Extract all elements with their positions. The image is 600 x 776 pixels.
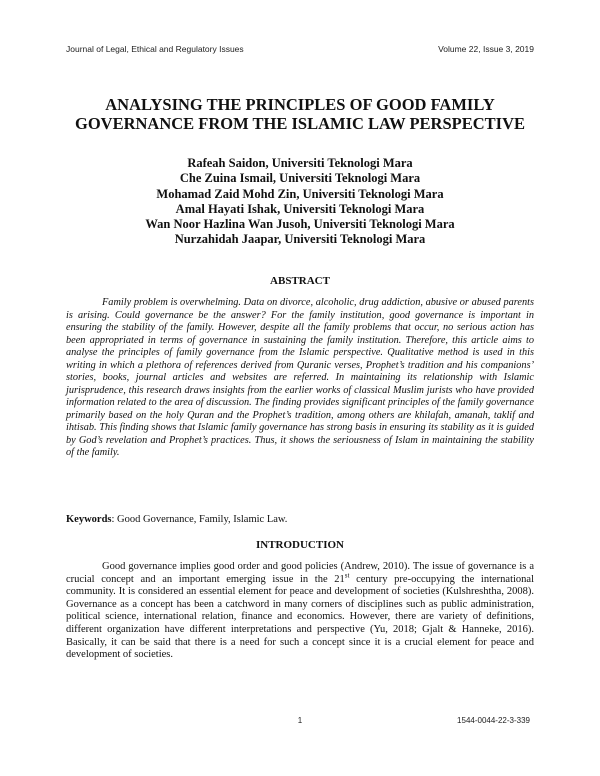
keywords-label: Keywords [66, 514, 112, 525]
author-line: Nurzahidah Jaapar, Universiti Teknologi Mara [174, 232, 426, 247]
intro-text-part1: Good governance implies good order and good policies (Andrew, 2010). The issue of governance is a crucial concept and an important emerging issue in the 21 [66, 561, 534, 585]
author-list [40, 156, 560, 248]
intro-superscript: st [344, 571, 350, 580]
introduction-heading: INTRODUCTION [255, 539, 344, 551]
keywords-separator: : [111, 514, 115, 525]
journal-name: Journal of Legal, Ethical and Regulatory Issues [66, 44, 244, 54]
abstract-heading: ABSTRACT [270, 275, 330, 287]
author-line: Amal Hayati Ishak, Universiti Teknologi Mara [175, 201, 425, 216]
page-number: 1 [297, 716, 303, 725]
article-code: 1544-0044-22-3-339 [457, 716, 530, 725]
author-line: Che Zuina Ismail, Universiti Teknologi Mara [179, 171, 421, 186]
keywords-text: Good Governance, Family, Islamic Law. [114, 514, 288, 525]
keywords-line [66, 514, 534, 525]
volume-issue: Volume 22, Issue 3, 2019 [438, 44, 534, 54]
abstract-text: Family problem is overwhelming. Data on divorce, alcoholic, drug addiction, abusive or abused parents is arising. Could governance be the answer? For the family institution, good governance is important in ensuring the stability of the family. However, despite all the family problems that occur, no serious action has been appropriated in terms of governance in sustaining the family institution. Therefore, this article aims to analyse the principles of family governance from the Islamic perspective. Qualitative method is used in this writing in which a plethora of references derived from Quranic verses, Prophet’s tradition and his companions’ stories, books, journal articles and websites are referred. In maintaining its relationship with Islamic jurisprudence, this research draws insights from the earlier works of classical Muslim jurists who have provided information related to the area of discussion. The finding provides significant principles of the family governance primarily based on the holy Quran and the Prophet’s tradition, among others are khilafah, amanah, taklif and ihtisab. This finding shows that Islamic family governance has strong basis in ensuring its stability as it is guided by God’s revelation and Prophet’s practices. Thus, it shows the seriousness of Islam in maintaining the stability of the family. [66, 297, 534, 458]
paper-title: ANALYSING THE PRINCIPLES OF GOOD FAMILY GOVERNANCE FROM THE ISLAMIC LAW PERSPECTIVE [75, 95, 525, 133]
author-line: Wan Noor Hazlina Wan Jusoh, Universiti Teknologi Mara [145, 217, 455, 232]
author-line: Rafeah Saidon, Universiti Teknologi Mara [187, 156, 413, 170]
author-line: Mohamad Zaid Mohd Zin, Universiti Teknologi Mara [156, 186, 444, 201]
introduction-text [66, 561, 534, 662]
intro-text-part2: century pre-occupying the international community. It is considered an essential element for peace and development of societies (Kulshreshtha, 2008). Governance as a concept has been a catchword in many corners of disciplines such as public administration, political science, international relation, finance and economics. However, there are variety of definitions, different organization have different interpretations and perspective (Yu, 2018; Gjalt & Hanneke, 2016). Basically, it can be said that there is a need for such a concept since it is a crucial element for peace and development of societies. [66, 573, 534, 661]
